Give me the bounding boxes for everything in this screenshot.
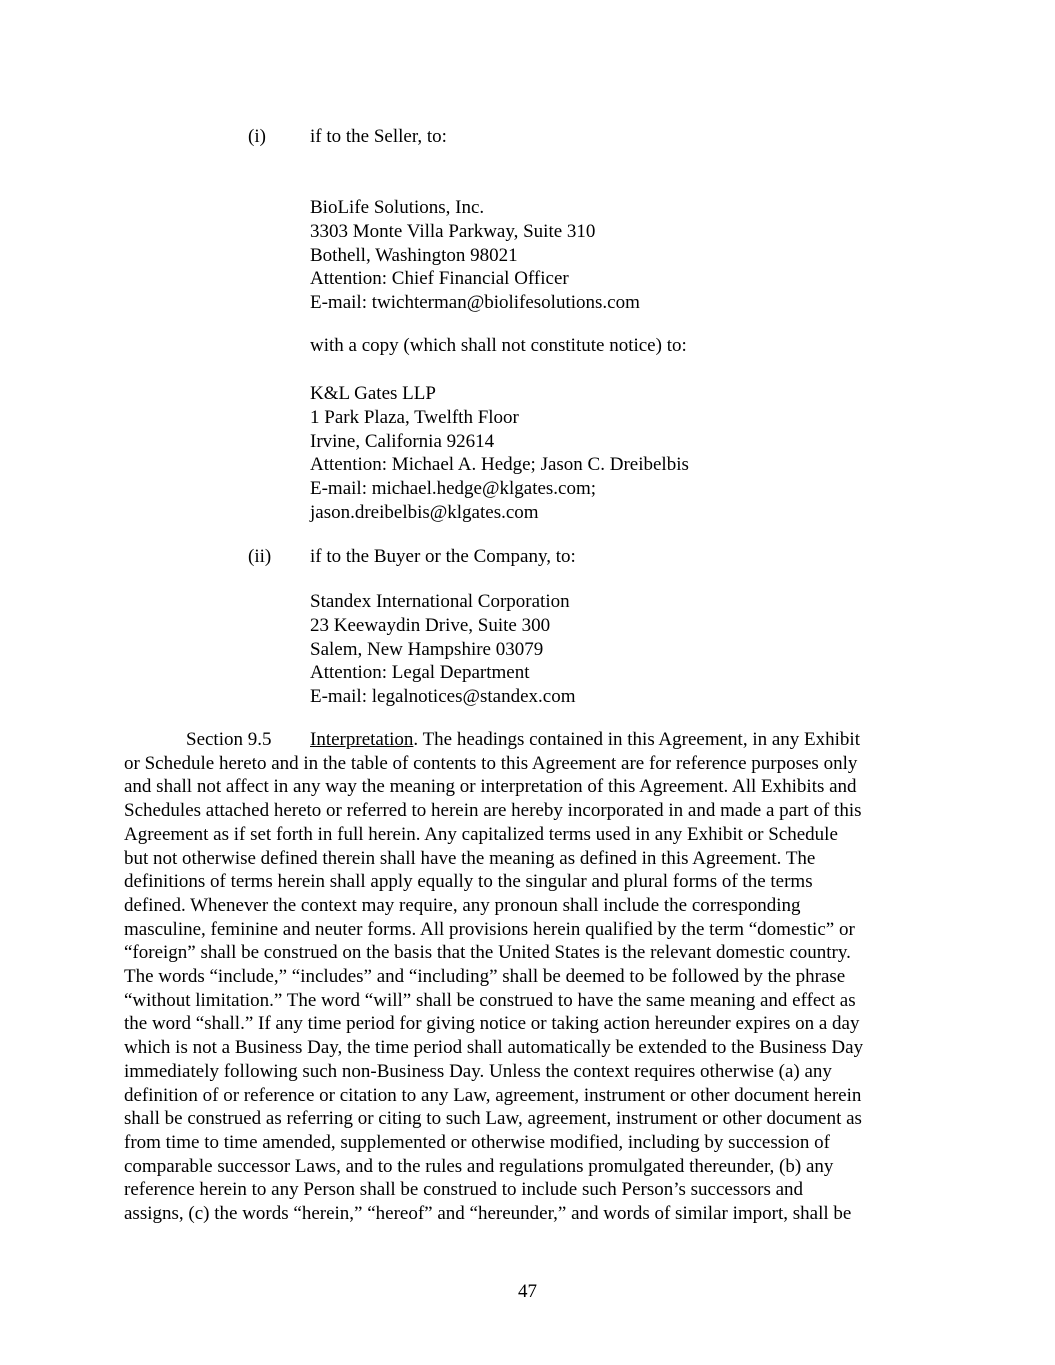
buyer-address-block [310, 590, 575, 709]
paragraph-line: The words “include,” “includes” and “including” shall be deemed to be followed by the phrase [124, 966, 846, 988]
paragraph-line: immediately following such non-Business Day. Unless the context requires otherwise (a) any [124, 1060, 832, 1082]
address-line: K&L Gates LLP [310, 383, 436, 404]
section-9-5-paragraph [124, 728, 932, 1226]
address-line: 23 Keewaydin Drive, Suite 300 [310, 614, 551, 636]
address-line: 3303 Monte Villa Parkway, Suite 310 [310, 220, 596, 242]
paragraph-line: reference herein to any Person shall be construed to include such Person’s successors and [124, 1179, 804, 1201]
paragraph-line: . The headings contained in this Agreement, in any Exhibit [413, 729, 860, 750]
notice-item-marker-i: (i) [248, 126, 266, 147]
notice-item-text-seller: if to the Seller, to: [310, 126, 447, 147]
address-line: E-mail: twichterman@biolifesolutions.com [310, 292, 640, 314]
address-line: jason.dreibelbis@klgates.com [310, 501, 539, 523]
address-line: E-mail: legalnotices@standex.com [310, 686, 576, 708]
address-line: Salem, New Hampshire 03079 [310, 638, 544, 660]
page-number: 47 [518, 1281, 537, 1302]
paragraph-line: the word “shall.” If any time period for giving notice or taking action hereunder expires on a day [124, 1013, 860, 1035]
address-line: Bothell, Washington 98021 [310, 244, 518, 266]
paragraph-line: comparable successor Laws, and to the rules and regulations promulgated thereunder, (b) any [124, 1155, 834, 1177]
address-line: Attention: Michael A. Hedge; Jason C. Dreibelbis [310, 454, 689, 476]
paragraph-line: and shall not affect in any way the meaning or interpretation of this Agreement. All Exhibits and [124, 776, 857, 798]
paragraph-line: from time to time amended, supplemented or otherwise modified, including by succession of [124, 1131, 831, 1153]
paragraph-line: “foreign” shall be construed on the basis that the United States is the relevant domestic country. [124, 942, 851, 964]
paragraph-line: which is not a Business Day, the time period shall automatically be extended to the Business Day [124, 1037, 864, 1059]
paragraph-line: definition of or reference or citation to any Law, agreement, instrument or other document herein [124, 1084, 862, 1106]
address-line: Standex International Corporation [310, 591, 570, 612]
paragraph-first-line [124, 728, 932, 752]
paragraph-line: shall be construed as referring or citing to such Law, agreement, instrument or other document as [124, 1108, 862, 1130]
paragraph-line: Agreement as if set forth in full herein. Any capitalized terms used in any Exhibit or Schedule [124, 823, 838, 845]
notice-item-text-buyer: if to the Buyer or the Company, to: [310, 546, 576, 567]
paragraph-line: defined. Whenever the context may require, any pronoun shall include the corresponding [124, 894, 801, 916]
address-line: BioLife Solutions, Inc. [310, 197, 485, 218]
paragraph-line: definitions of terms herein shall apply equally to the singular and plural forms of the terms [124, 871, 813, 893]
copy-intro: with a copy (which shall not constitute notice) to: [310, 335, 687, 356]
notice-item-marker-ii: (ii) [248, 546, 272, 567]
address-line: Attention: Legal Department [310, 662, 530, 684]
paragraph-line: but not otherwise defined therein shall have the meaning as defined in this Agreement. The [124, 847, 816, 869]
paragraph-line: masculine, feminine and neuter forms. All provisions herein qualified by the term “domestic” or [124, 918, 855, 940]
paragraph-line: or Schedule hereto and in the table of contents to this Agreement are for reference purposes only [124, 752, 858, 774]
section-number: Section 9.5 [186, 729, 272, 750]
address-line: Irvine, California 92614 [310, 430, 495, 452]
address-line: Attention: Chief Financial Officer [310, 268, 569, 290]
seller-copy-address-block [310, 382, 689, 525]
address-line: 1 Park Plaza, Twelfth Floor [310, 406, 519, 428]
seller-address-block [310, 196, 640, 315]
paragraph-line: assigns, (c) the words “herein,” “hereof” and “hereunder,” and words of similar import, shall be [124, 1203, 852, 1225]
address-line: E-mail: michael.hedge@klgates.com; [310, 478, 597, 500]
paragraph-line: Schedules attached hereto or referred to herein are hereby incorporated in and made a part of this [124, 800, 862, 822]
section-heading: Interpretation [310, 729, 414, 750]
paragraph-line: “without limitation.” The word “will” shall be construed to have the same meaning and effect as [124, 989, 856, 1011]
